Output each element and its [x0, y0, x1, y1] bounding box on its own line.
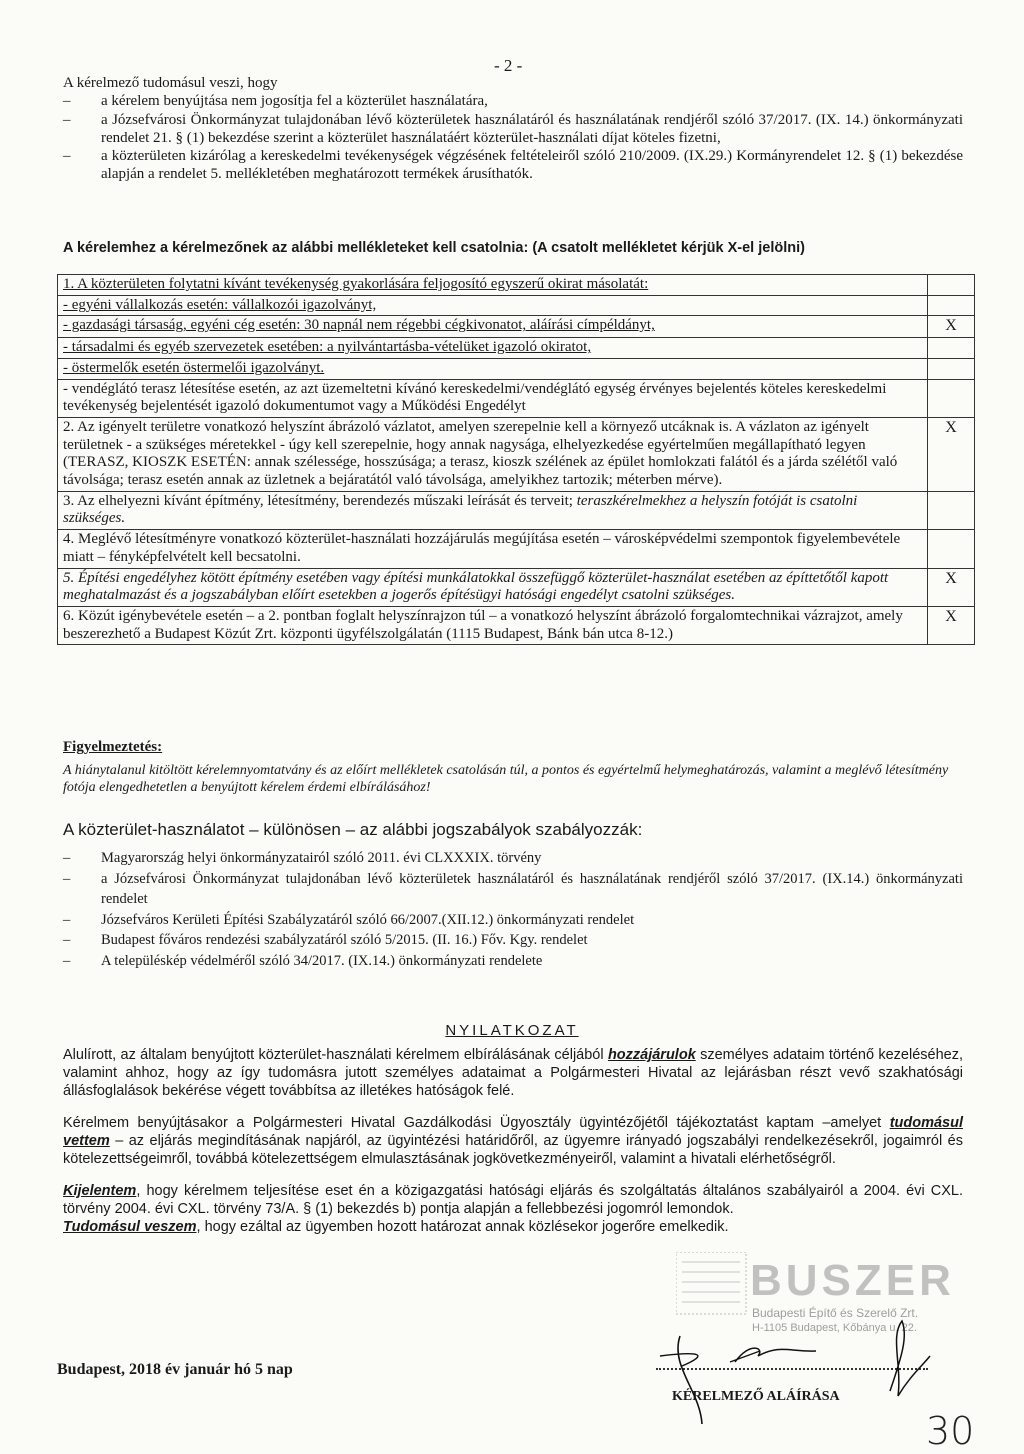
warning-text: A hiánytalanul kitöltött kérelemnyomtatvány és az előírt mellékletek csatolásán túl, a pontos és egyértelmű helymeghatározás, valamint a meglévő létesítmény fotója elengedhetetlen a benyújtott kérelem érdemi elbírálásához! [63, 763, 949, 796]
stamp-logo: BUSZER [750, 1256, 955, 1305]
table-row [58, 530, 975, 568]
attachment-checkbox[interactable]: X [928, 418, 975, 492]
attachment-checkbox[interactable] [928, 358, 975, 379]
attachment-2: 2. Az igényelt területre vonatkozó helyszínt ábrázoló vázlatot, amelyen szerepelnie kell a környező utcáknak is. A vázlaton az igényelt területnek - a szükséges méretekkel - úgy kell szerepelnie, hogy annak nagysága, elhelyezkedése egyértelműen megállapítható legyen (TERASZ, KIOSZK ESETÉN: annak szélessége, hosszúsága; a terasz, kioszk szélének az épület homlokzati falától és a járda szélétől való távolsága; terasz esetén annak az üzletnek a bejáratától való távolsága, amelyikhez tartozik; méterben mérve). [58, 418, 928, 492]
table-row [58, 418, 975, 492]
signature-label: KÉRELMEZŐ ALÁÍRÁSA [672, 1389, 840, 1404]
attachments-table [57, 274, 975, 645]
warning-title: Figyelmeztetés: [63, 739, 163, 755]
attachment-5: 5. Építési engedélyhez kötött építmény esetében vagy építési munkálatokkal összefüggő közterület-használat esetében az építtetőtől kapott meghatalmazást és a jogszabályban előírt esetekben a jogerős építésügyi hatósági engedélyt csatolni szükséges. [58, 568, 928, 606]
laws-list [63, 848, 963, 971]
attachment-checkbox[interactable] [928, 295, 975, 316]
table-row [58, 358, 975, 379]
table-row [58, 275, 975, 296]
stamp-line: Budapesti Építő és Szerelő Zrt. [752, 1306, 919, 1320]
table-row [58, 568, 975, 606]
attachment-3: 3. Az elhelyezni kívánt építmény, létesítmény, berendezés műszaki leírását és terveit; teraszkérelmekhez a helyszín fotóját is csatolni szükséges. [58, 491, 928, 529]
page-number: - 2 - [494, 56, 523, 75]
attachment-checkbox[interactable] [928, 379, 975, 417]
attachment-1b: - gazdasági társaság, egyéni cég esetén: 30 napnál nem régebbi cégkivonatot, aláírási címpéldányt, [58, 316, 928, 338]
place-and-date: Budapest, 2018 év január hó 5 nap [57, 1361, 293, 1378]
stamp-line: H-1105 Budapest, Kőbánya u. 22. [752, 1322, 917, 1334]
table-row [58, 338, 975, 359]
attachment-checkbox[interactable]: X [928, 606, 975, 644]
law-item: – Józsefváros Kerületi Építési Szabályzatáról szóló 66/2007.(XII.12.) önkormányzati rendelet [63, 910, 963, 931]
attachment-checkbox[interactable] [928, 491, 975, 529]
attachment-1e: - vendéglátó terasz létesítése esetén, az azt üzemeltetni kívánó kereskedelmi/vendéglátó egység érvényes bejelentés köteles kereskedelmi tevékenység bejelentését igazoló dokumentumot vagy a Működési Engedélyt [58, 379, 928, 417]
declaration-title: NYILATKOZAT [445, 1022, 579, 1039]
declaration-paragraph-1: Alulírott, az általam benyújtott közterület-használati kérelmem elbírálásának céljából hozzájárulok személyes adataim történő kezeléséhez, valamint ahhoz, hogy az így tudomásra jutott személyes adataimat a Polgármesteri Hivatal az lejárásban részt vevő szakhatósági állásfoglalások bekérése végett továbbítsa az illetékes hatóságok felé. [63, 1047, 963, 1100]
law-item: – A településkép védelméről szóló 34/2017. (IX.14.) önkormányzati rendelete [63, 951, 963, 972]
handwritten-page-number: 30 [926, 1409, 975, 1453]
attachment-checkbox[interactable]: X [928, 316, 975, 338]
attachment-checkbox[interactable] [928, 338, 975, 359]
table-row [58, 379, 975, 417]
table-row [58, 295, 975, 316]
attachment-1d: - östermelők esetén östermelői igazolványt. [58, 358, 928, 379]
law-item: – Magyarország helyi önkormányzatairól szóló 2011. évi CLXXXIX. törvény [63, 848, 963, 869]
intro-item: – a kérelem benyújtása nem jogosítja fel a közterület használatára, [63, 92, 963, 110]
table-row [58, 491, 975, 529]
law-item: – Budapest főváros rendezési szabályzatáról szóló 5/2015. (II. 16.) Főv. Kgy. rendelet [63, 930, 963, 951]
attachment-checkbox[interactable]: X [928, 568, 975, 606]
declaration-paragraph-3: Kijelentem, hogy kérelmem teljesítése eset én a közigazgatási hatósági eljárás és szolgáltatás általános szabályairól a 2004. évi CXL. törvény 2004. évi CXL. törvény 73/A. § (1) bekezdés b) pontja alapján a fellebbezési jogomról lemondok. Tudomásul veszem, hogy ezáltal az ügyemben hozott határozat annak közlésekor jogerőre emelkedik. [63, 1183, 963, 1236]
attachment-1c: - társadalmi és egyéb szervezetek esetében: a nyilvántartásba-vételüket igazoló okiratot, [58, 338, 928, 359]
attachment-checkbox[interactable] [928, 275, 975, 296]
intro-item: – a Józsefvárosi Önkormányzat tulajdonában lévő közterületek használatáról és használatának rendjéről szóló 37/2017. (IX. 14.) önkormányzati rendelet 21. § (1) bekezdése szerint a közterület használatáért közterület-használati díjat köteles fizetni, [63, 111, 963, 148]
attachment-1-head: 1. A közterületen folytatni kívánt tevékenység gyakorlására feljogosító egyszerű okirat másolatát: [58, 275, 928, 296]
attachment-6: 6. Közút igénybevétele esetén – a 2. pontban foglalt helyszínrajzon túl – a vonatkozó helyszínt ábrázoló forgalomtechnikai vázrajzot, amely beszerezhető a Budapest Közút Zrt. központi ügyfélszolgálatán (1115 Budapest, Bánk bán utca 8-12.) [58, 606, 928, 644]
attachment-4: 4. Meglévő létesítményre vonatkozó közterület-használati hozzájárulás megújítása esetén – városképvédelmi szempontok figyelembevétele miatt – fényképfelvételt kell becsatolni. [58, 530, 928, 568]
declaration-paragraph-2: Kérelmem benyújtásakor a Polgármesteri Hivatal Gazdálkodási Ügyosztály ügyintézőjétől tájékoztatást kaptam –amelyet tudomásul vettem – az eljárás megindításának napjáról, az ügyintézési határidőről, az ügyemre irányadó jogszabályi rendelkezésekről, jogaimról és kötelezettségeimről, továbbá kötelezettségem elmulasztásának jogkövetkezményeiről, valamint a hivatali elérhetőségről. [63, 1115, 963, 1168]
table-row [58, 316, 975, 338]
attachment-1a: - egyéni vállalkozás esetén: vállalkozói igazolványt, [58, 295, 928, 316]
intro-section [63, 74, 963, 184]
intro-lead: A kérelmező tudomásul veszi, hogy [63, 75, 278, 91]
law-item: – a Józsefvárosi Önkormányzat tulajdonában lévő közterületek használatáról és használatának rendjéről szóló 37/2017. (IX.14.) önkormányzati rendelet [63, 869, 963, 910]
laws-title: A közterület-használatot – különösen – az alábbi jogszabályok szabályozzák: [63, 820, 643, 839]
intro-item: – a közterületen kizárólag a kereskedelmi tevékenységek végzésének feltételeiről szóló 210/2009. (IX.29.) Kormányrendelet 12. § (1) bekezdése alapján a rendelet 5. mellékletében meghatározott termékek árusíthatók. [63, 147, 963, 184]
attachment-checkbox[interactable] [928, 530, 975, 568]
table-row [58, 606, 975, 644]
attachments-heading: A kérelemhez a kérelmezőnek az alábbi mellékleteket kell csatolnia: (A csatolt mellékletet kérjük X-el jelölni) [63, 240, 805, 256]
handwritten-signature [640, 1296, 960, 1426]
